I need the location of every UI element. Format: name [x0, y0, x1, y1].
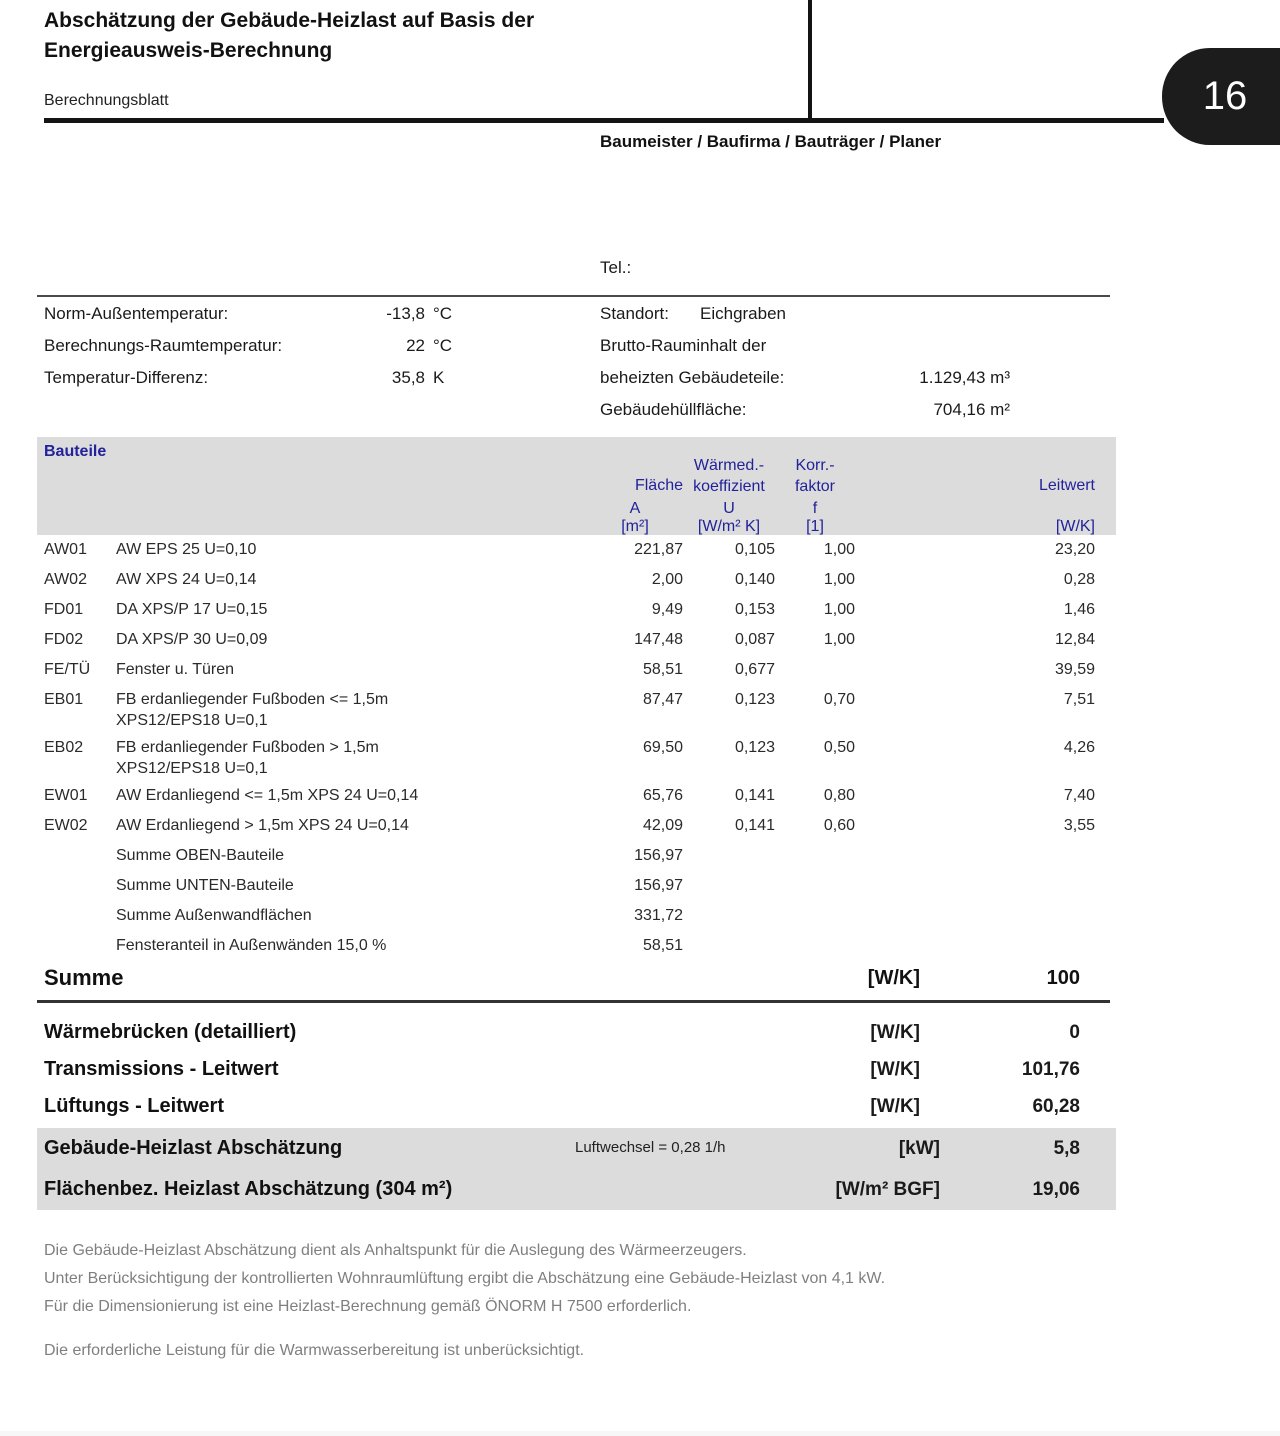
row-leitwert: 23,20: [1054, 541, 1095, 558]
row-code: AW02: [44, 571, 87, 588]
highlight-value: 5,8: [1053, 1137, 1080, 1159]
result-row: [37, 1051, 1116, 1088]
highlight-value: 19,06: [1032, 1178, 1080, 1200]
summary-row-name: Summe OBEN-Bauteile: [116, 847, 285, 864]
conditions-left-column: [44, 304, 474, 400]
row-code: EB01: [44, 691, 84, 708]
row-name: FB erdanliegender Fußboden > 1,5m XPS12/EPS18 U=0,1: [116, 739, 379, 777]
header-vertical-rule: [808, 0, 812, 122]
row-leitwert: 1,46: [1063, 601, 1095, 618]
result-unit: [W/K]: [870, 1058, 920, 1080]
row-name: AW Erdanliegend > 1,5m XPS 24 U=0,14: [116, 817, 409, 834]
row-name: AW XPS 24 U=0,14: [116, 571, 257, 588]
summary-row: [37, 871, 1116, 901]
result-row: [37, 1088, 1116, 1125]
row-flaeche: 69,50: [642, 739, 683, 756]
col-unit-leitwert: [W/K]: [1055, 518, 1095, 535]
table-row: [37, 535, 1116, 565]
condition-row: Berechnungs-Raumtemperatur: 22 °C: [44, 336, 453, 355]
bauteile-table-header: [37, 437, 1116, 535]
standort-label: Standort:: [600, 304, 669, 323]
huellflaeche-value: 704,16 m²: [933, 400, 1010, 419]
conditions-top-rule: [37, 295, 1110, 297]
row-u-wert: 0,141: [734, 787, 775, 804]
result-label: Lüftungs - Leitwert: [44, 1095, 224, 1117]
row-u-wert: 0,087: [734, 631, 775, 648]
page-subtitle: Berechnungsblatt: [44, 92, 169, 109]
row-korrfaktor: 0,80: [823, 787, 855, 804]
row-code: FD01: [44, 601, 84, 618]
row-code: EW01: [44, 787, 88, 804]
summe-total-row: [37, 956, 1116, 1000]
row-flaeche: 9,49: [651, 601, 683, 618]
row-leitwert: 7,51: [1063, 691, 1095, 708]
summary-row-name: Summe Außenwandflächen: [116, 907, 312, 924]
page-title: [44, 6, 534, 66]
row-leitwert: 39,59: [1054, 661, 1095, 678]
row-name: Fenster u. Türen: [116, 661, 234, 678]
standort-row: [600, 304, 1010, 336]
col-header-flaeche: Fläche: [634, 477, 683, 494]
summary-row-value: 331,72: [634, 907, 683, 924]
row-korrfaktor: 0,70: [823, 691, 855, 708]
row-leitwert: 4,26: [1063, 739, 1095, 756]
result-value: 101,76: [1021, 1058, 1080, 1080]
row-flaeche: 2,00: [651, 571, 683, 588]
row-flaeche: 87,47: [642, 691, 683, 708]
result-row: [37, 1014, 1116, 1051]
row-leitwert: 12,84: [1054, 631, 1095, 648]
tel-label: Tel.:: [600, 258, 632, 277]
row-leitwert: 3,55: [1063, 817, 1095, 834]
summary-row-value: 58,51: [642, 937, 683, 954]
page-bottom-edge: [0, 1431, 1280, 1436]
footer-line: Für die Dimensionierung ist eine Heizlast-Berechnung gemäß ÖNORM H 7500 erforderlich.: [44, 1298, 692, 1315]
table-row: [37, 733, 1116, 781]
bauteile-rows: [37, 535, 1116, 961]
summary-row-name: Summe UNTEN-Bauteile: [116, 877, 294, 894]
row-korrfaktor: 1,00: [823, 601, 855, 618]
col-symbol-a: A [m²]: [621, 500, 649, 535]
row-flaeche: 58,51: [642, 661, 683, 678]
brutto-label-line1: Brutto-Rauminhalt der: [600, 336, 767, 355]
footer-paragraph: [44, 1237, 1194, 1321]
row-u-wert: 0,123: [734, 739, 775, 756]
table-row: [37, 655, 1116, 685]
summe-value: 100: [1046, 966, 1080, 989]
result-value: 60,28: [1032, 1095, 1080, 1117]
page-title-line1: Abschätzung der Gebäude-Heizlast auf Basis der: [44, 9, 535, 32]
row-code: AW01: [44, 541, 87, 558]
table-row: [37, 625, 1116, 655]
col-header-bauteile: Bauteile: [44, 443, 107, 460]
huellflaeche-row: [600, 400, 1010, 432]
row-flaeche: 221,87: [634, 541, 683, 558]
summary-row: [37, 841, 1116, 871]
huellflaeche-label: Gebäudehüllfläche:: [600, 400, 747, 419]
brutto-value: 1.129,43 m³: [919, 368, 1010, 387]
row-korrfaktor: 0,60: [823, 817, 855, 834]
conditions-right-column: [600, 304, 1010, 432]
footer-line: Unter Berücksichtigung der kontrollierten Wohnraumlüftung ergibt die Abschätzung eine Gebäude-Heizlast von 4,1 kW.: [44, 1270, 886, 1287]
results-section: [37, 1014, 1116, 1125]
brutto-label-line2: beheizten Gebäudeteile:: [600, 368, 785, 387]
row-korrfaktor: 1,00: [823, 631, 855, 648]
col-symbol-f: f [1]: [806, 500, 824, 535]
summe-bottom-rule: [37, 1000, 1110, 1003]
row-u-wert: 0,141: [734, 817, 775, 834]
row-code: FD02: [44, 631, 84, 648]
highlight-note: Luftwechsel = 0,28 1/h: [575, 1139, 726, 1156]
highlight-row: [37, 1128, 1116, 1169]
row-flaeche: 65,76: [642, 787, 683, 804]
result-label: Transmissions - Leitwert: [44, 1058, 279, 1080]
row-u-wert: 0,105: [734, 541, 775, 558]
role-line: Baumeister / Baufirma / Bauträger / Planer: [600, 132, 942, 151]
row-korrfaktor: 1,00: [823, 541, 855, 558]
col-header-leitwert: Leitwert: [1038, 477, 1095, 494]
row-name: AW Erdanliegend <= 1,5m XPS 24 U=0,14: [116, 787, 419, 804]
footer-note: Die erforderliche Leistung für die Warmwasserbereitung ist unberücksichtigt.: [44, 1342, 585, 1359]
footer-line: Die Gebäude-Heizlast Abschätzung dient als Anhaltspunkt für die Auslegung des Wärmeerzeugers.: [44, 1242, 747, 1259]
row-leitwert: 7,40: [1063, 787, 1095, 804]
col-header-korrfaktor: Korr.- faktor: [794, 457, 835, 495]
row-code: EW02: [44, 817, 88, 834]
summary-row-value: 156,97: [634, 847, 683, 864]
row-korrfaktor: 0,50: [823, 739, 855, 756]
col-symbol-u: U [W/m² K]: [697, 500, 761, 535]
brutto-row-2: [600, 368, 1010, 400]
highlight-label: Gebäude-Heizlast Abschätzung: [44, 1137, 343, 1159]
page-number-badge: 16: [1162, 48, 1280, 145]
result-unit: [W/K]: [870, 1095, 920, 1117]
highlight-unit: [W/m² BGF]: [835, 1178, 940, 1200]
table-row: [37, 565, 1116, 595]
heizlast-highlight-section: [37, 1128, 1116, 1210]
row-name: DA XPS/P 30 U=0,09: [116, 631, 268, 648]
table-row: [37, 685, 1116, 733]
highlight-label: Flächenbez. Heizlast Abschätzung (304 m²): [44, 1178, 453, 1200]
summary-row-name: Fensteranteil in Außenwänden 15,0 %: [116, 937, 387, 954]
row-u-wert: 0,123: [734, 691, 775, 708]
row-name: AW EPS 25 U=0,10: [116, 541, 257, 558]
row-u-wert: 0,140: [734, 571, 775, 588]
brutto-row-1: [600, 336, 1010, 368]
row-korrfaktor: 1,00: [823, 571, 855, 588]
row-flaeche: 147,48: [634, 631, 683, 648]
summe-label: Summe: [44, 965, 124, 990]
condition-row: Temperatur-Differenz: 35,8 K: [44, 368, 445, 387]
table-row: [37, 811, 1116, 841]
col-header-waermedkoeffizient: Wärmed.- koeffizient: [693, 457, 765, 495]
highlight-row: [37, 1169, 1116, 1210]
row-leitwert: 0,28: [1063, 571, 1095, 588]
table-row: [37, 595, 1116, 625]
bauteile-table: [37, 437, 1116, 961]
row-name: FB erdanliegender Fußboden <= 1,5m XPS12/EPS18 U=0,1: [116, 691, 389, 729]
row-flaeche: 42,09: [642, 817, 683, 834]
row-u-wert: 0,677: [734, 661, 775, 678]
table-row: [37, 781, 1116, 811]
result-value: 0: [1069, 1021, 1080, 1043]
highlight-unit: [kW]: [898, 1137, 940, 1159]
summary-row-value: 156,97: [634, 877, 683, 894]
row-code: FE/TÜ: [44, 661, 91, 678]
page-title-line2: Energieausweis-Berechnung: [44, 39, 333, 62]
row-name: DA XPS/P 17 U=0,15: [116, 601, 268, 618]
standort-value: Eichgraben: [700, 304, 787, 323]
summe-unit: [W/K]: [867, 966, 920, 989]
result-unit: [W/K]: [870, 1021, 920, 1043]
result-label: Wärmebrücken (detailliert): [44, 1021, 297, 1043]
row-u-wert: 0,153: [734, 601, 775, 618]
condition-row: Norm-Außentemperatur: -13,8 °C: [44, 304, 453, 323]
summary-row: [37, 901, 1116, 931]
row-code: EB02: [44, 739, 84, 756]
header-horizontal-rule: [44, 118, 1164, 123]
